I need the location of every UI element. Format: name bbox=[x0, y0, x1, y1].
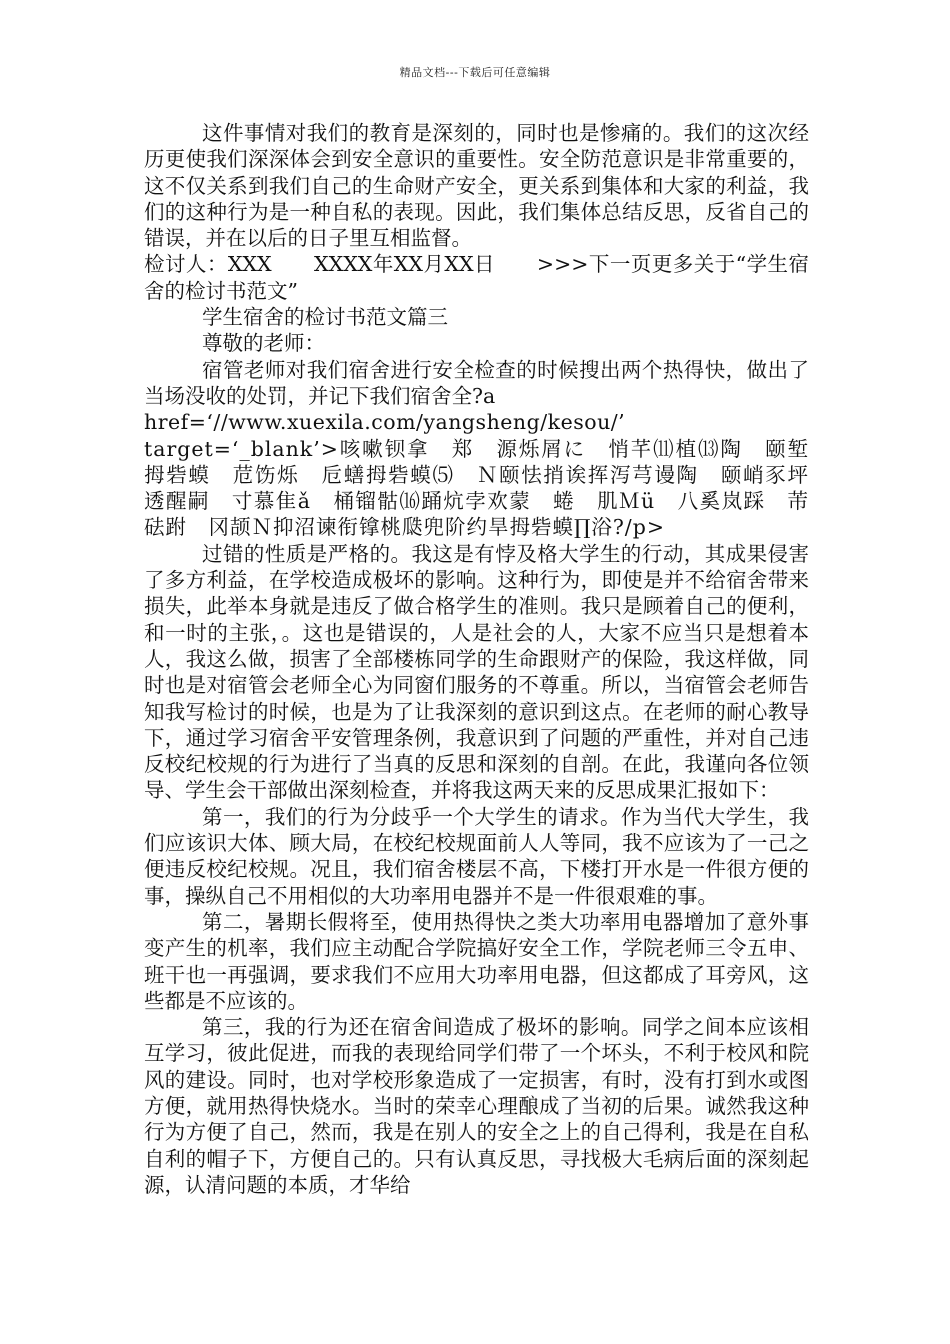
paragraph-point-two: 第二，暑期长假将至，使用热得快之类大功率用电器增加了意外事变产生的机率，我们应主动配合学院搞好安全工作，学院老师三令五申、班干也一再强调，要求我们不应用大功率用电器，但这都成了耳旁风，这些都是不应该的。 bbox=[144, 909, 809, 1013]
paragraph-point-three: 第三，我的行为还在宿舍间造成了极坏的影响。同学之间本应该相互学习，彼此促进，而我的表现给同学们带了一个坏头，不利于校风和院风的建设。同时，也对学校形象造成了一定损害，有时，没有打到水或图方便，就用热得快烧水。当时的荣幸心理酿成了当初的后果。诚然我这种行为方便了自己，然而，我是在别人的安全之上的自己得利，我是在自私自利的帽子下，方便自己的。只有认真反思，寻找极大毛病后面的深刻起源，认清问题的本质，才华给 bbox=[144, 1015, 809, 1197]
garbled-text: target=‘_blank’>咳嗽钡拿 郑 源烁屑に 悄芊⑾植⒀陶 颐堑拇砦蟆 苊饬烁 卮蟮拇砦蟆⑸ Ｎ颐怯捎诶挥泻芎谩陶 颐峭豕坪透醒嗣 寸慕隹ǎ 桶镏骷⒃踊炕孛欢蒙 蜷 肌Ｍü 八奚岚踩 芾砝跗 冈颉Ｎ抑沼谏衔镎桃瓞兜阶约旱拇砦蟆∏浴?/p> bbox=[144, 436, 809, 540]
paragraph-nature-of-error: 过错的性质是严格的。我这是有悖及格大学生的行动，其成果侵害了多方利益，在学校造成极坏的影响。这种行为，即使是并不给宿舍带来损失，此举本身就是违反了做合格学生的准则。我只是顾着自己的便利，和一时的主张，。这也是错误的，人是社会的人，大家不应当只是想着本人，我这么做，损害了全部楼栋同学的生命跟财产的保险，我这样做，同时也是对宿管会老师全心为同窗们服务的不尊重。所以，当宿管会老师告知我写检讨的时候，也是为了让我深刻的意识到这点。在老师的耐心教导下，通过学习宿舍平安管理条例，我意识到了问题的严重性，并对自己违反校纪校规的行为进行了当真的反思和深刻的自剖。在此，我谨向各位领导、学生会干部做出深刻检查，并将我这两天来的反思成果汇报如下： bbox=[144, 541, 809, 803]
garbled-href: href=‘//www.xuexila.com/yangsheng/kesou/’ bbox=[144, 410, 626, 435]
salutation: 尊敬的老师： bbox=[202, 331, 325, 356]
signature-line: 检讨人：XXX XXXX年XX月XX日 >>>下一页更多关于“学生宿舍的检讨书范文” bbox=[144, 252, 809, 303]
page-header: 精品文档---下载后可任意编辑 bbox=[399, 66, 551, 79]
section-title: 学生宿舍的检讨书范文篇三 bbox=[202, 305, 448, 330]
paragraph-conclusion: 这件事情对我们的教育是深刻的，同时也是惨痛的。我们的这次经历更使我们深深体会到安全意识的重要性。安全防范意识是非常重要的，这不仅关系到我们自己的生命财产安全，更关系到集体和大家的利益，我们的这种行为是一种自私的表现。因此，我们集体总结反思，反省自己的错误，并在以后的日子里互相监督。 bbox=[144, 121, 809, 251]
document-body bbox=[144, 120, 809, 1198]
paragraph-intro: 宿管老师对我们宿舍进行安全检查的时候搜出两个热得快，做出了当场没收的处罚，并记下我们宿舍全?a bbox=[144, 357, 809, 408]
paragraph-point-one: 第一，我们的行为分歧乎一个大学生的请求。作为当代大学生，我们应该识大体、顾大局，在校纪校规面前人人等同，我不应该为了一己之便违反校纪校规。况且，我们宿舍楼层不高，下楼打开水是一件很方便的事，操纵自己不用相似的大功率用电器并不是一件很艰难的事。 bbox=[144, 804, 809, 908]
